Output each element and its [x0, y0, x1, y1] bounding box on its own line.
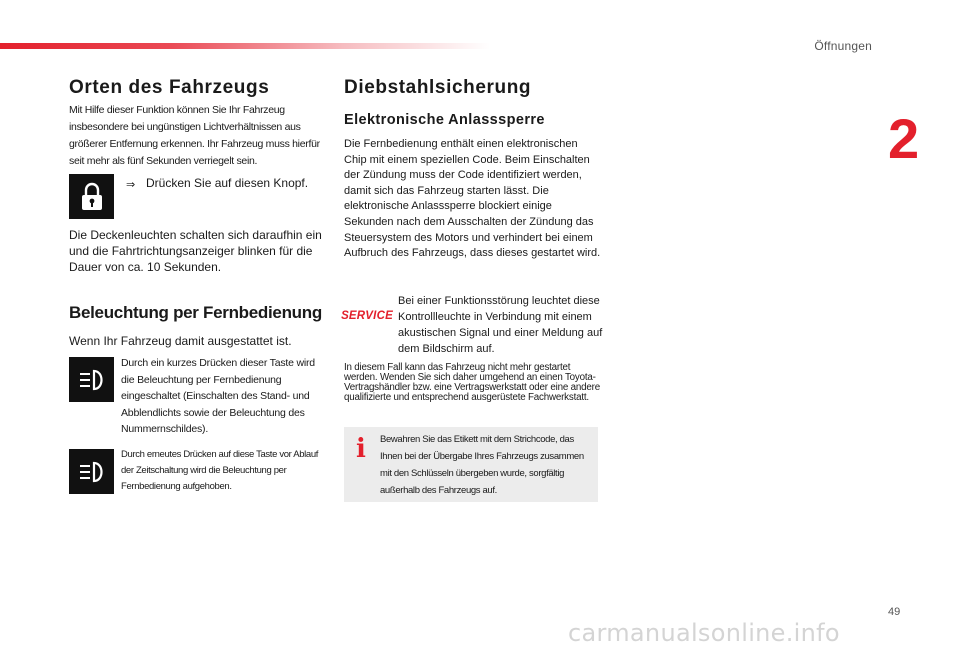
- theft-title: Diebstahlsicherung: [344, 77, 532, 98]
- info-text: Bewahren Sie das Etikett mit dem Strichcode, das Ihnen bei der Übergabe Ihres Fahrzeugs zusammen mit den Schlüsseln übergeben wurde, sorgfältig außerhalb des Fahrzeugs auf.: [380, 434, 584, 496]
- immobiliser-subtitle: Elektronische Anlasssperre: [344, 112, 545, 128]
- chapter-number: 2: [888, 107, 920, 170]
- locate-step: Drücken Sie auf diesen Knopf.: [146, 176, 309, 190]
- service-warning-icon: SERVICE: [341, 310, 393, 322]
- info-box: [344, 427, 598, 502]
- headlight-button-icon-2: [69, 449, 114, 494]
- section-title: Öffnungen: [814, 39, 872, 53]
- header-accent-bar: [0, 43, 490, 49]
- fallback-text: In diesem Fall kann das Fahrzeug nicht mehr gestartet werden. Wenden Sie sich daher umgehend an einen Toyota-Vertragshändler bzw. eine Vertragswerkstatt oder eine andere qualifizierte und entsprechend ausgerüstete Fachwerkstatt.: [344, 362, 600, 403]
- locate-intro: Mit Hilfe dieser Funktion können Sie Ihr Fahrzeug insbesondere bei ungünstigen Lichtverhältnissen aus größerer Entfernung erkennen. Ihr Fahrzeug muss hierfür seit mehr als fünf Sekunden verriegelt sein.: [69, 104, 320, 167]
- locate-title: Orten des Fahrzeugs: [69, 77, 270, 98]
- headlight-button-icon: [69, 357, 114, 402]
- locate-result: Die Deckenleuchten schalten sich daraufhin ein und die Fahrtrichtungsanzeiger blinken für die Dauer von ca. 10 Sekunden.: [69, 228, 322, 274]
- lighting-on-text: Durch ein kurzes Drücken dieser Taste wird die Beleuchtung per Fernbedienung eingeschaltet (Einschalten des Stand- und Abblendlichts sowie der Beleuchtung des Nummernschildes).: [121, 357, 315, 435]
- lighting-title: Beleuchtung per Fernbedienung: [69, 303, 322, 322]
- step-bullet-icon: ⇒: [126, 179, 136, 191]
- immobiliser-body: Die Fernbedienung enthält einen elektronischen Chip mit einem speziellen Code. Beim Einschalten der Zündung muss der Code identifiziert werden, damit sich das Fahrzeug starten lässt. Die elektronische Anlasssperre blockiert einige Sekunden nach dem Ausschalten der Zündung das Steuersystem des Motors und verhindert bei einem Aufbruch des Fahrzeugs, dass dieses gestartet wird.: [344, 138, 601, 260]
- lighting-off-text: Durch erneutes Drücken auf diese Taste vor Ablauf der Zeitschaltung wird die Beleuchtung per Fernbedienung aufgehoben.: [121, 449, 319, 492]
- lock-button-icon: [69, 174, 114, 219]
- lighting-intro: Wenn Ihr Fahrzeug damit ausgestattet ist.: [69, 334, 292, 348]
- info-icon: i: [356, 434, 366, 464]
- service-text: Bei einer Funktionsstörung leuchtet diese Kontrollleuchte in Verbindung mit einem akustischen Signal und einer Meldung auf dem Bildschirm auf.: [398, 295, 603, 355]
- page-number: 49: [888, 606, 901, 618]
- watermark: carmanualsonline.info: [568, 619, 840, 647]
